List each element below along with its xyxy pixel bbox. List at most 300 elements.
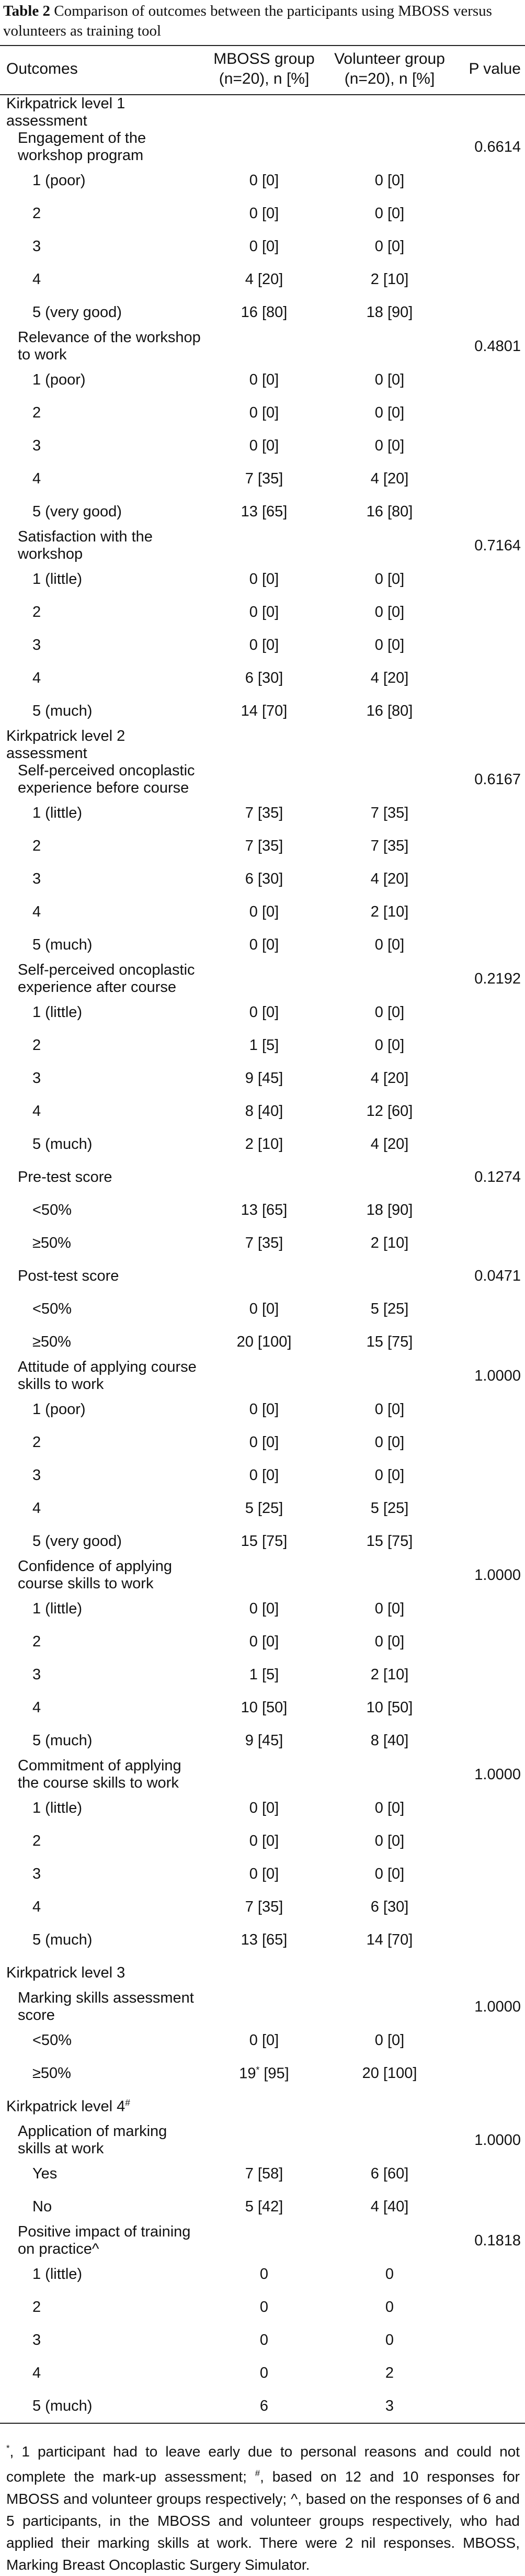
pvalue-cell	[455, 1426, 525, 1459]
mboss-cell	[204, 762, 324, 797]
table-row	[0, 629, 525, 662]
row-label-text: 5 (much)	[32, 2398, 93, 2414]
volunteer-cell	[324, 1625, 455, 1658]
mboss-cell	[204, 1426, 324, 1459]
table-row	[0, 1128, 525, 1161]
mboss-value: 0 [0]	[249, 205, 279, 222]
score-label	[0, 1393, 204, 1426]
table-row	[0, 1792, 525, 1825]
mboss-value: 0 [0]	[249, 437, 279, 454]
row-label-text: 3	[32, 1467, 41, 1484]
score-label	[0, 263, 204, 296]
mboss-value: 0 [0]	[249, 172, 279, 189]
volunteer-cell	[324, 830, 455, 863]
mboss-value: 2 [10]	[245, 1136, 283, 1153]
score-label	[0, 596, 204, 629]
footnote-text-1: , 1 participant had to leave early due to personal reasons and could not complete the mark-up assessment;	[6, 2443, 520, 2485]
outcomes-table	[0, 45, 525, 2424]
volunteer-cell	[324, 1558, 455, 1592]
volunteer-value: 6 [60]	[370, 2165, 409, 2182]
volunteer-value: 0 [0]	[374, 637, 405, 653]
table-row	[0, 1858, 525, 1891]
volunteer-cell	[324, 1592, 455, 1625]
row-label-text: 5 (much)	[32, 936, 93, 953]
row-label-text: 3	[32, 437, 41, 454]
pvalue-cell	[455, 296, 525, 329]
pvalue-text: 1.0000	[474, 1367, 521, 1384]
table-row	[0, 797, 525, 830]
mboss-cell	[204, 1924, 324, 1957]
table-row	[0, 1825, 525, 1858]
mboss-value: 0 [0]	[249, 404, 279, 421]
outcome-row	[0, 1161, 525, 1194]
volunteer-value: 0 [0]	[374, 1401, 405, 1418]
table-caption-label: Table 2	[3, 3, 50, 19]
outcome-row	[0, 1359, 525, 1393]
pvalue-cell	[455, 1359, 525, 1393]
mboss-cell	[204, 728, 324, 762]
mboss-value: 15 [75]	[241, 1533, 288, 1550]
mboss-cell	[204, 1128, 324, 1161]
mboss-cell	[204, 1393, 324, 1426]
volunteer-cell	[324, 495, 455, 528]
level-label	[0, 2090, 204, 2123]
outcome-row	[0, 1558, 525, 1592]
volunteer-cell	[324, 1326, 455, 1359]
outcome-row	[0, 1990, 525, 2024]
volunteer-value: 0 [0]	[374, 1800, 405, 1816]
table-row	[0, 662, 525, 695]
outcome-row	[0, 2223, 525, 2258]
outcome-label	[0, 1990, 204, 2024]
table-row	[0, 397, 525, 430]
table-caption-text: Comparison of outcomes between the participants using MBOSS versus volunteers as training tool	[3, 3, 492, 39]
row-label-text: Marking skills assessment score	[18, 1990, 194, 2024]
score-label	[0, 830, 204, 863]
mboss-cell	[204, 629, 324, 662]
level-row	[0, 2090, 525, 2123]
mboss-cell	[204, 1691, 324, 1724]
pvalue-cell	[455, 2357, 525, 2390]
volunteer-value: 14 [70]	[366, 1931, 413, 1948]
mboss-cell	[204, 695, 324, 728]
mboss-cell	[204, 896, 324, 929]
pvalue-cell	[455, 329, 525, 364]
volunteer-value: 4 [20]	[370, 871, 409, 887]
outcome-label	[0, 1558, 204, 1592]
row-label-text: 1 (poor)	[32, 172, 86, 189]
mboss-cell	[204, 2057, 324, 2090]
volunteer-value: 5 [25]	[370, 1301, 409, 1317]
pvalue-cell	[455, 2390, 525, 2423]
pvalue-cell	[455, 1194, 525, 1227]
mboss-value: 5 [42]	[245, 2198, 283, 2215]
mboss-cell	[204, 2123, 324, 2157]
mboss-cell	[204, 1062, 324, 1095]
mboss-cell	[204, 95, 324, 130]
pvalue-cell	[455, 1459, 525, 1492]
volunteer-cell	[324, 1492, 455, 1525]
mboss-value: 1 [5]	[249, 1666, 279, 1683]
volunteer-value: 18 [90]	[366, 1202, 413, 1218]
volunteer-value: 5 [25]	[370, 1500, 409, 1517]
pvalue-text: 1.0000	[474, 1766, 521, 1783]
pvalue-cell	[455, 797, 525, 830]
row-label-text: Yes	[32, 2165, 58, 2182]
pvalue-cell	[455, 364, 525, 397]
table-row	[0, 2291, 525, 2324]
row-label-text: Kirkpatrick level 3	[6, 1964, 125, 1981]
score-label	[0, 2291, 204, 2324]
pvalue-cell	[455, 863, 525, 896]
mboss-cell	[204, 1194, 324, 1227]
volunteer-cell	[324, 728, 455, 762]
outcome-label	[0, 130, 204, 164]
volunteer-cell	[324, 430, 455, 462]
row-label-text: 2	[32, 1833, 41, 1849]
outcome-row	[0, 528, 525, 563]
row-label-text: Engagement of the workshop program	[18, 130, 146, 164]
row-label-text: 5 (much)	[32, 1732, 93, 1749]
table-header-row	[0, 46, 525, 95]
volunteer-cell	[324, 364, 455, 397]
pvalue-cell	[455, 1792, 525, 1825]
footnote-mark-asterisk: *	[6, 2443, 10, 2453]
mboss-cell	[204, 1658, 324, 1691]
volunteer-cell	[324, 130, 455, 164]
pvalue-cell	[455, 1691, 525, 1724]
row-label-text: 3	[32, 637, 41, 653]
outcome-row	[0, 329, 525, 364]
mboss-value: 13 [65]	[241, 503, 288, 520]
volunteer-cell	[324, 329, 455, 364]
mboss-value: 0 [0]	[249, 903, 279, 920]
volunteer-value: 18 [90]	[366, 304, 413, 321]
row-label-text: 5 (much)	[32, 1136, 93, 1153]
mboss-cell	[204, 1459, 324, 1492]
mboss-cell	[204, 596, 324, 629]
mboss-value: 0 [0]	[249, 1467, 279, 1484]
score-label	[0, 364, 204, 397]
row-label-text: 4	[32, 903, 41, 920]
score-label	[0, 296, 204, 329]
level-label	[0, 95, 204, 130]
table-row	[0, 2258, 525, 2291]
volunteer-value: 0 [0]	[374, 1467, 405, 1484]
row-label-text: ≥50%	[32, 2065, 71, 2082]
row-label-text: 3	[32, 2332, 41, 2348]
pvalue-cell	[455, 830, 525, 863]
score-label	[0, 1128, 204, 1161]
volunteer-value: 2 [10]	[370, 1235, 409, 1251]
mboss-value: 0 [0]	[249, 1833, 279, 1849]
volunteer-cell	[324, 1393, 455, 1426]
volunteer-value: 0 [0]	[374, 1633, 405, 1650]
footnote-ref: *	[256, 2064, 260, 2075]
pvalue-cell	[455, 1062, 525, 1095]
table-row	[0, 1293, 525, 1326]
volunteer-cell	[324, 662, 455, 695]
mboss-cell	[204, 1625, 324, 1658]
pvalue-cell	[455, 1592, 525, 1625]
table-row	[0, 1525, 525, 1558]
pvalue-text: 0.4801	[474, 337, 521, 355]
table-row	[0, 929, 525, 962]
mboss-cell	[204, 662, 324, 695]
volunteer-value: 0 [0]	[374, 172, 405, 189]
row-label-text: 5 (much)	[32, 1931, 93, 1948]
pvalue-cell	[455, 1757, 525, 1792]
volunteer-cell	[324, 2357, 455, 2390]
volunteer-cell	[324, 2057, 455, 2090]
mboss-cell	[204, 929, 324, 962]
mboss-value: 0 [0]	[249, 1800, 279, 1816]
pvalue-cell	[455, 896, 525, 929]
mboss-cell	[204, 563, 324, 596]
outcome-row	[0, 130, 525, 164]
mboss-cell	[204, 130, 324, 164]
row-label-text: Attitude of applying course skills to work	[18, 1359, 197, 1393]
volunteer-cell	[324, 1825, 455, 1858]
volunteer-value: 0 [0]	[374, 604, 405, 620]
score-label	[0, 2157, 204, 2190]
pvalue-cell	[455, 430, 525, 462]
outcome-label	[0, 1757, 204, 1792]
volunteer-value: 15 [75]	[366, 1334, 413, 1350]
header-volunteer-line2: (n=20), n [%]	[344, 70, 435, 87]
mboss-cell	[204, 397, 324, 430]
pvalue-cell	[455, 1095, 525, 1128]
mboss-value: 7 [35]	[245, 805, 283, 821]
mboss-cell	[204, 164, 324, 197]
score-label	[0, 1858, 204, 1891]
volunteer-cell	[324, 1227, 455, 1260]
table-row	[0, 1592, 525, 1625]
pvalue-cell	[455, 1029, 525, 1062]
mboss-cell	[204, 1095, 324, 1128]
mboss-value: 0 [0]	[249, 371, 279, 388]
mboss-cell	[204, 2223, 324, 2258]
mboss-value: 0 [0]	[249, 1600, 279, 1617]
pvalue-text: 0.0471	[474, 1268, 521, 1284]
score-label	[0, 1592, 204, 1625]
row-label-text: 1 (little)	[32, 1600, 83, 1617]
table-row	[0, 164, 525, 197]
volunteer-cell	[324, 164, 455, 197]
table-row	[0, 830, 525, 863]
mboss-value: 1 [5]	[249, 1037, 279, 1054]
volunteer-cell	[324, 1128, 455, 1161]
mboss-value: 14 [70]	[241, 703, 288, 719]
volunteer-cell	[324, 1525, 455, 1558]
volunteer-cell	[324, 2291, 455, 2324]
mboss-cell	[204, 2090, 324, 2123]
mboss-cell	[204, 1891, 324, 1924]
header-outcomes: Outcomes	[0, 46, 204, 95]
score-label	[0, 1525, 204, 1558]
pvalue-cell	[455, 1858, 525, 1891]
row-label-text: 4	[32, 1103, 41, 1120]
table-row	[0, 1029, 525, 1062]
volunteer-value: 16 [80]	[366, 703, 413, 719]
row-label-text: 5 (very good)	[32, 1533, 122, 1550]
pvalue-cell	[455, 2223, 525, 2258]
mboss-value: 0 [0]	[249, 604, 279, 620]
table-row	[0, 364, 525, 397]
volunteer-value: 0 [0]	[374, 238, 405, 255]
volunteer-cell	[324, 1293, 455, 1326]
pvalue-cell	[455, 2157, 525, 2190]
table-row	[0, 1326, 525, 1359]
mboss-cell	[204, 863, 324, 896]
mboss-value: 16 [80]	[241, 304, 288, 321]
volunteer-value: 2 [10]	[370, 271, 409, 288]
pvalue-cell	[455, 1825, 525, 1858]
volunteer-value: 6 [30]	[370, 1899, 409, 1915]
row-label-text: 2	[32, 838, 41, 854]
table-row	[0, 1724, 525, 1757]
score-label	[0, 929, 204, 962]
row-label-text: 2	[32, 404, 41, 421]
row-label-text: Relevance of the workshop to work	[18, 329, 201, 363]
mboss-cell	[204, 1858, 324, 1891]
pvalue-cell	[455, 130, 525, 164]
volunteer-cell	[324, 1194, 455, 1227]
volunteer-cell	[324, 1724, 455, 1757]
volunteer-value: 0 [0]	[374, 1434, 405, 1451]
volunteer-cell	[324, 1757, 455, 1792]
volunteer-cell	[324, 2324, 455, 2357]
header-mboss-line1: MBOSS group	[213, 50, 315, 67]
row-label-text: 3	[32, 871, 41, 887]
mboss-value: 7 [35]	[245, 470, 283, 487]
row-label-text: 4	[32, 1500, 41, 1517]
volunteer-value: 0 [0]	[374, 2032, 405, 2049]
volunteer-cell	[324, 2024, 455, 2057]
score-label	[0, 1095, 204, 1128]
outcome-label	[0, 762, 204, 797]
outcome-label	[0, 2123, 204, 2157]
volunteer-cell	[324, 996, 455, 1029]
header-pvalue: P value	[455, 46, 525, 95]
volunteer-value: 4 [40]	[370, 2198, 409, 2215]
mboss-cell	[204, 462, 324, 495]
pvalue-cell	[455, 2324, 525, 2357]
pvalue-cell	[455, 762, 525, 797]
volunteer-cell	[324, 1792, 455, 1825]
row-label-text: Self-perceived oncoplastic experience after course	[18, 962, 195, 996]
outcome-row	[0, 762, 525, 797]
table-row	[0, 1426, 525, 1459]
pvalue-cell	[455, 1625, 525, 1658]
score-label	[0, 1691, 204, 1724]
volunteer-value: 20 [100]	[362, 2065, 417, 2082]
volunteer-cell	[324, 762, 455, 797]
row-label-text: 3	[32, 1070, 41, 1087]
pvalue-cell	[455, 2024, 525, 2057]
volunteer-cell	[324, 95, 455, 130]
volunteer-cell	[324, 1062, 455, 1095]
volunteer-cell	[324, 2223, 455, 2258]
table-footnote	[0, 2424, 525, 2576]
volunteer-value: 10 [50]	[366, 1699, 413, 1716]
row-label-text: Self-perceived oncoplastic experience before course	[18, 762, 195, 796]
score-label	[0, 863, 204, 896]
mboss-cell	[204, 2157, 324, 2190]
volunteer-cell	[324, 462, 455, 495]
score-label	[0, 197, 204, 230]
score-label	[0, 1924, 204, 1957]
score-label	[0, 1459, 204, 1492]
score-label	[0, 1724, 204, 1757]
pvalue-cell	[455, 495, 525, 528]
pvalue-cell	[455, 2258, 525, 2291]
table-row	[0, 563, 525, 596]
score-label	[0, 1326, 204, 1359]
mboss-cell	[204, 528, 324, 563]
volunteer-cell	[324, 1161, 455, 1194]
mboss-value: 4 [20]	[245, 271, 283, 288]
row-label-text: 1 (little)	[32, 1004, 83, 1021]
volunteer-cell	[324, 929, 455, 962]
volunteer-value: 4 [20]	[370, 670, 409, 686]
score-label	[0, 2057, 204, 2090]
volunteer-cell	[324, 528, 455, 563]
header-volunteer-line1: Volunteer group	[334, 50, 445, 67]
pvalue-cell	[455, 1891, 525, 1924]
row-label-text: ≥50%	[32, 1235, 71, 1251]
mboss-cell	[204, 1492, 324, 1525]
header-volunteer	[324, 46, 455, 95]
pvalue-cell	[455, 462, 525, 495]
pvalue-cell	[455, 596, 525, 629]
mboss-value: 6 [30]	[245, 871, 283, 887]
score-label	[0, 1194, 204, 1227]
row-label-text: 4	[32, 271, 41, 288]
row-label-text: Kirkpatrick level 1 assessment	[6, 95, 125, 129]
volunteer-value: 0 [0]	[374, 404, 405, 421]
volunteer-value: 0	[385, 2332, 394, 2348]
volunteer-value: 0 [0]	[374, 571, 405, 587]
score-label	[0, 230, 204, 263]
row-label-text: <50%	[32, 2032, 72, 2049]
row-label-text: 1 (poor)	[32, 371, 86, 388]
score-label	[0, 2258, 204, 2291]
table-row	[0, 296, 525, 329]
volunteer-cell	[324, 629, 455, 662]
table-row	[0, 263, 525, 296]
pvalue-cell	[455, 1924, 525, 1957]
mboss-value: 9 [45]	[245, 1732, 283, 1749]
row-label-text: 2	[32, 604, 41, 620]
volunteer-cell	[324, 1957, 455, 1990]
volunteer-value: 0 [0]	[374, 1004, 405, 1021]
table-row	[0, 695, 525, 728]
mboss-cell	[204, 2258, 324, 2291]
volunteer-value: 0	[385, 2299, 394, 2315]
pvalue-cell	[455, 2057, 525, 2090]
pvalue-cell	[455, 1658, 525, 1691]
row-label-text: Pre-test score	[18, 1169, 112, 1185]
mboss-cell	[204, 2390, 324, 2423]
table-row	[0, 1227, 525, 1260]
table-row	[0, 462, 525, 495]
pvalue-cell	[455, 2291, 525, 2324]
pvalue-text: 1.0000	[474, 1998, 521, 2015]
row-label-text: 3	[32, 1666, 41, 1683]
mboss-cell	[204, 1029, 324, 1062]
volunteer-value: 4 [20]	[370, 470, 409, 487]
